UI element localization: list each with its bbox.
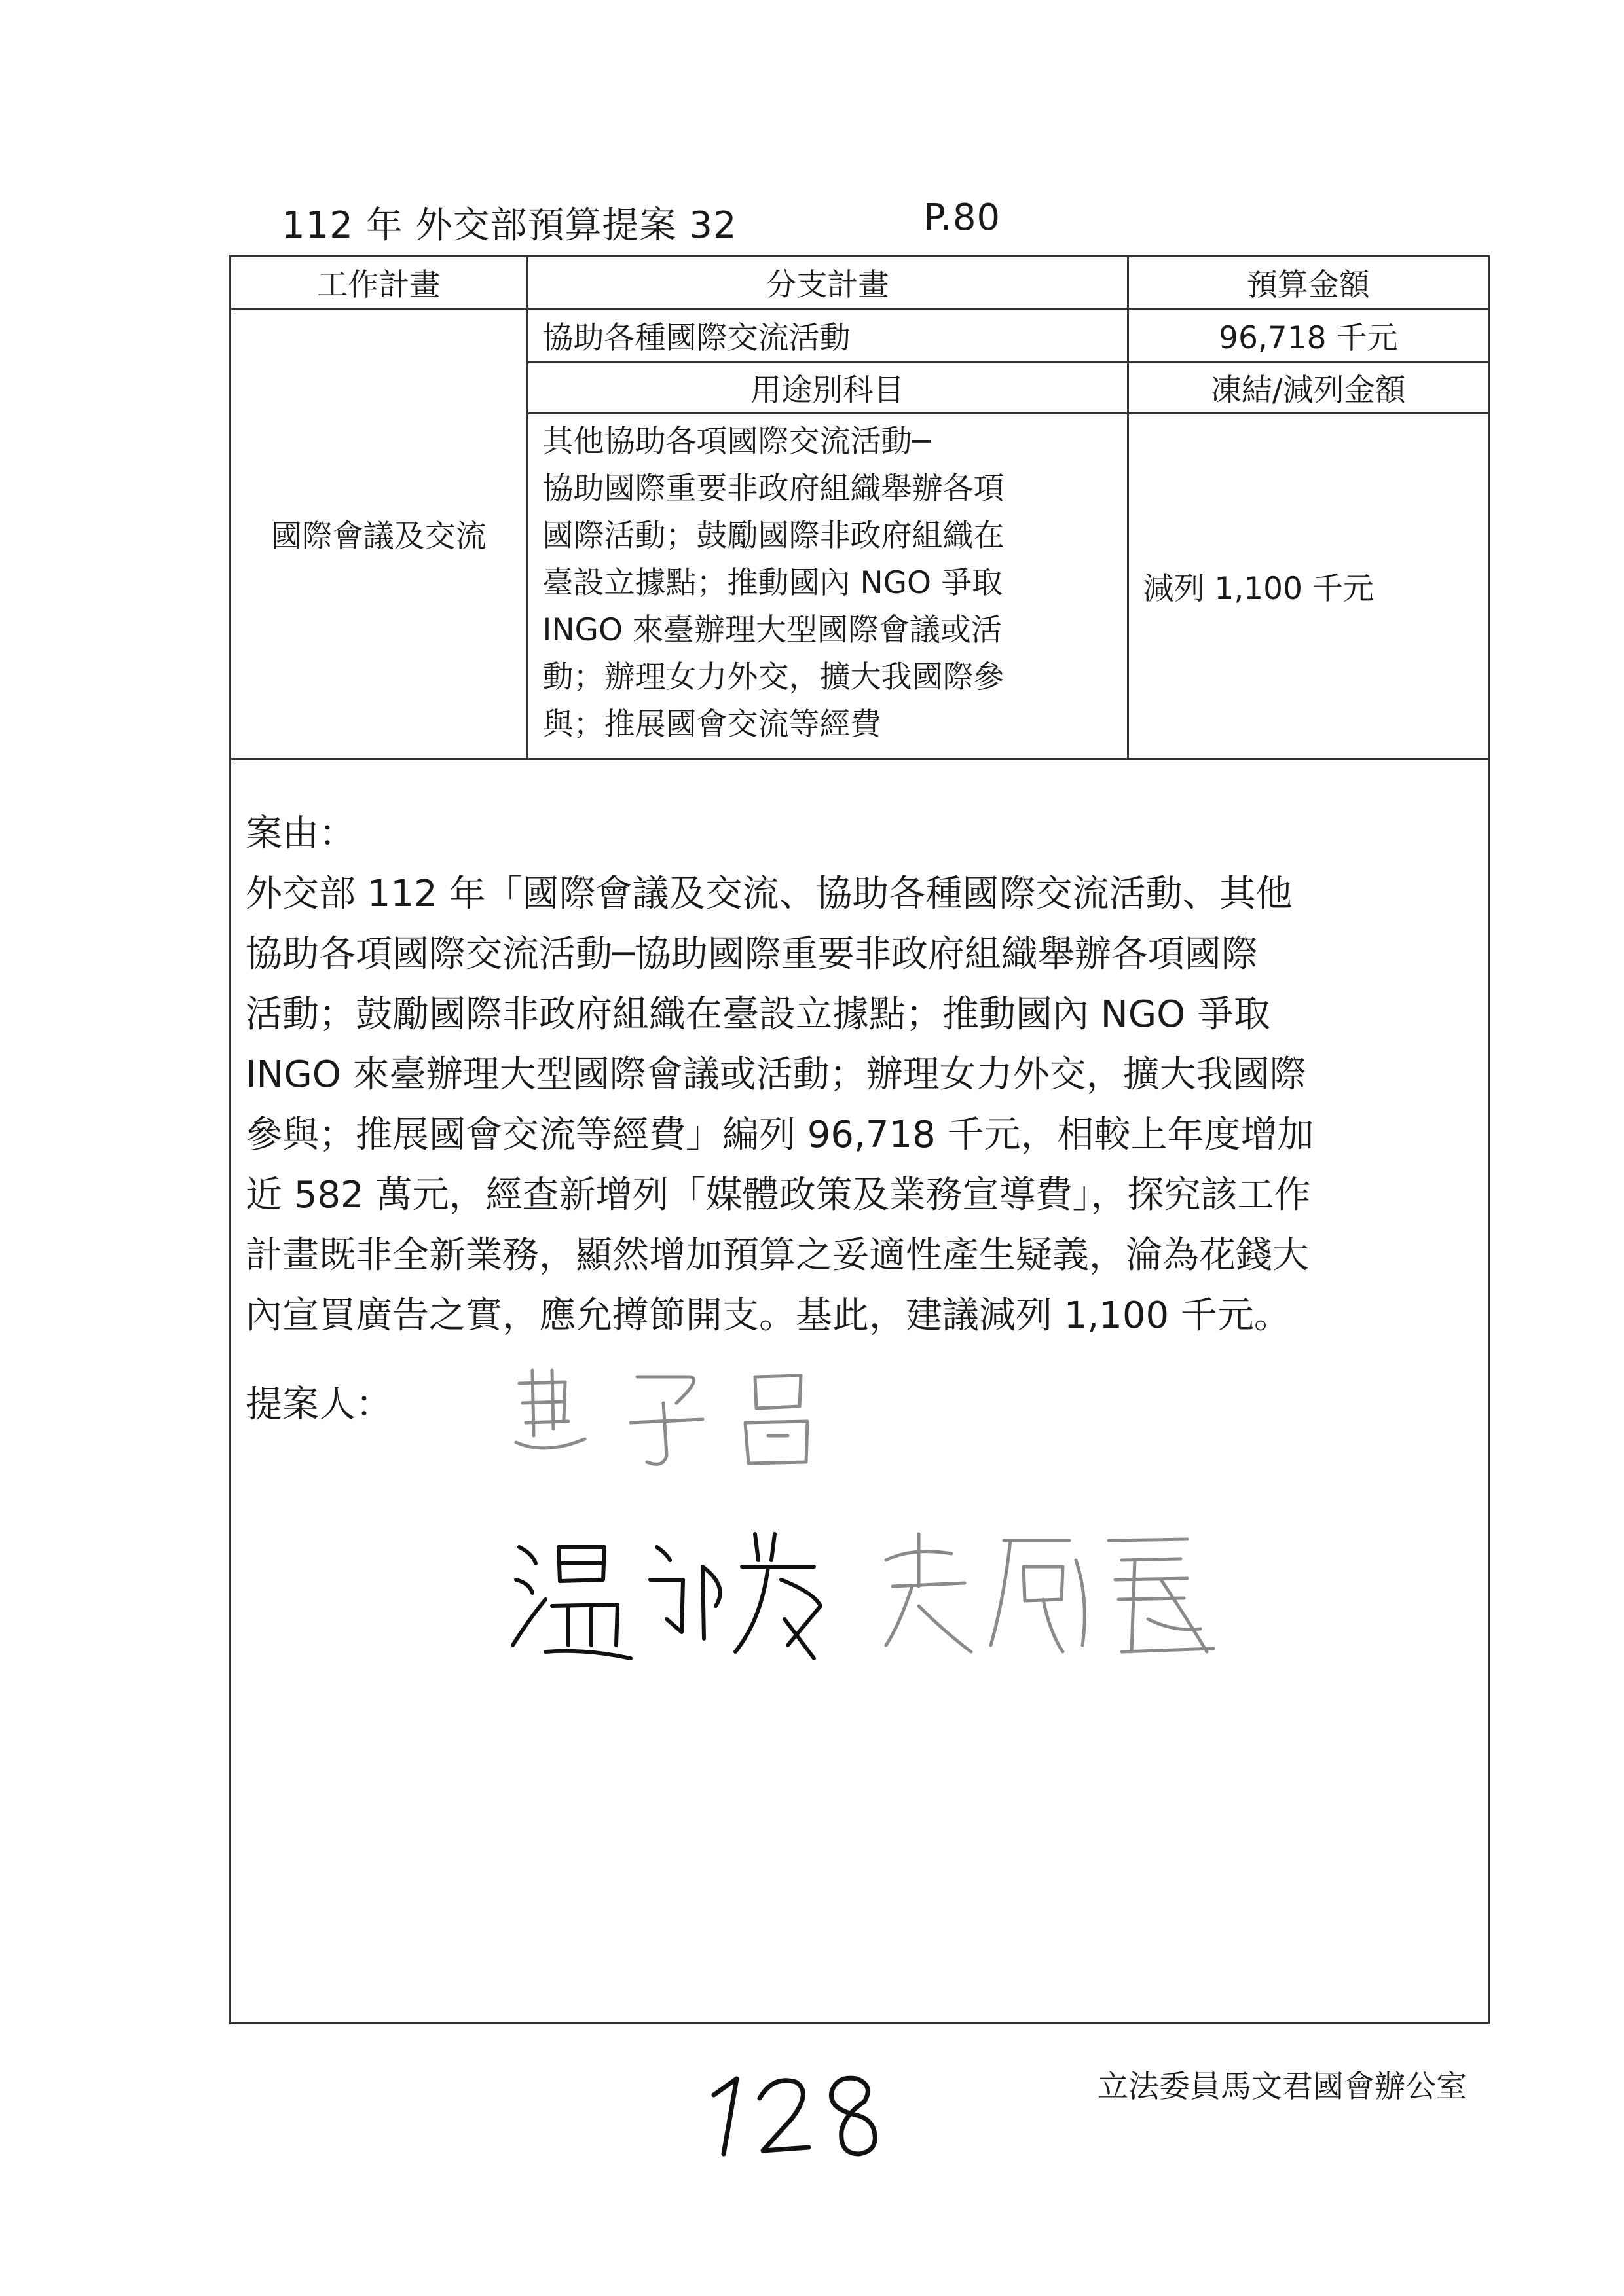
reason-line: 計畫既非全新業務，顯然增加預算之妥適性產生疑義，淪為花錢大 bbox=[246, 1234, 1309, 1277]
col-header-budget: 預算金額 bbox=[1128, 257, 1488, 308]
reason-line: 活動；鼓勵國際非政府組織在臺設立據點；推動國內 NGO 爭取 bbox=[246, 993, 1270, 1036]
usage-line: 協助國際重要非政府組織舉辦各項 bbox=[542, 470, 1005, 507]
usage-description bbox=[527, 413, 1128, 759]
sub-plan-cell: 協助各種國際交流活動 bbox=[527, 308, 1128, 362]
usage-line: INGO 來臺辦理大型國際會議或活 bbox=[542, 611, 1002, 648]
reason-line: 近 582 萬元，經查新增列「媒體政策及業務宣導費」，探究該工作 bbox=[246, 1174, 1311, 1216]
reason-line: 內宣買廣告之實，應允撙節開支。基此，建議減列 1,100 千元。 bbox=[246, 1294, 1291, 1337]
usage-line: 動；辦理女力外交，擴大我國際參 bbox=[542, 659, 1005, 695]
col-header-work-plan: 工作計畫 bbox=[231, 257, 527, 308]
handwritten-page-number bbox=[688, 2062, 897, 2167]
reason-line: INGO 來臺辦理大型國際會議或活動；辦理女力外交，擴大我國際 bbox=[246, 1053, 1306, 1096]
signature-2 bbox=[506, 1521, 847, 1671]
reason-line: 參與；推展國會交流等經費」編列 96,718 千元，相較上年度增加 bbox=[246, 1114, 1314, 1156]
proposal-body bbox=[246, 804, 1481, 1431]
reason-label: 案由： bbox=[246, 812, 356, 855]
proposal-title: 112 年 外交部預算提案 32 bbox=[282, 204, 737, 247]
work-plan-cell: 國際會議及交流 bbox=[231, 308, 527, 759]
cut-amount-cell: 減列 1,100 千元 bbox=[1128, 413, 1488, 759]
document-header bbox=[282, 196, 1001, 249]
col-header-sub-plan: 分支計畫 bbox=[527, 257, 1128, 308]
budget-amount-cell: 96,718 千元 bbox=[1128, 308, 1488, 362]
reason-text bbox=[246, 864, 1481, 1346]
signature-3 bbox=[873, 1521, 1240, 1671]
freeze-header: 凍結/減列金額 bbox=[1128, 362, 1488, 413]
reason-line: 協助各項國際交流活動─協助國際重要非政府組織舉辦各項國際 bbox=[246, 933, 1258, 975]
usage-line: 其他協助各項國際交流活動─ bbox=[542, 423, 931, 460]
budget-table bbox=[231, 257, 1488, 760]
reason-line: 外交部 112 年「國際會議及交流、協助各種國際交流活動、其他 bbox=[246, 873, 1293, 915]
office-name: 立法委員馬文君國會辦公室 bbox=[1098, 2069, 1467, 2105]
proposal-form bbox=[229, 255, 1490, 2024]
page-reference: P.80 bbox=[923, 196, 1001, 239]
usage-header: 用途別科目 bbox=[527, 362, 1128, 413]
usage-line: 國際活動；鼓勵國際非政府組織在 bbox=[542, 517, 1005, 554]
signature-1 bbox=[506, 1357, 847, 1482]
usage-line: 與；推展國會交流等經費 bbox=[542, 706, 881, 742]
usage-line: 臺設立據點；推動國內 NGO 爭取 bbox=[542, 564, 1003, 601]
proposer-label: 提案人： bbox=[246, 1383, 392, 1426]
